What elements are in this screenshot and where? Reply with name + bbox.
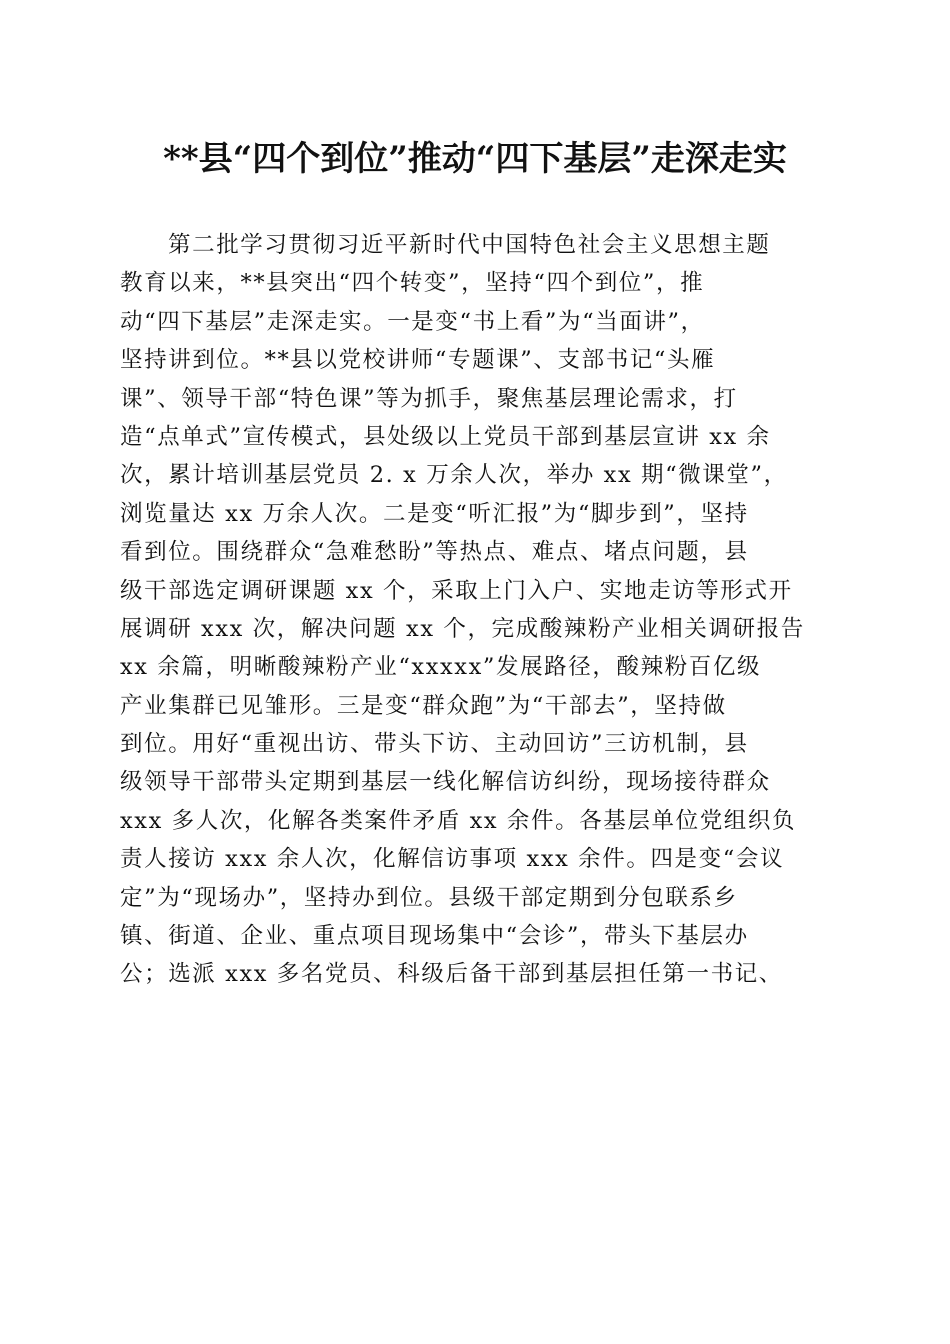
body-line: 责人接访 xxx 余人次，化解信访事项 xxx 余件。四是变“会议	[120, 846, 785, 873]
body-line: 教育以来，**县突出“四个转变”，坚持“四个到位”，推	[120, 270, 705, 297]
body-line: 镇、街道、企业、重点项目现场集中“会诊”，带头下基层办	[120, 923, 749, 950]
body-line: 级干部选定调研课题 xx 个，采取上门入户、实地走访等形式开	[120, 577, 793, 604]
body-line: 到位。用好“重视出访、带头下访、主动回访”三访机制，县	[120, 731, 749, 758]
body-line: 课”、领导干部“特色课”等为抓手，聚焦基层理论需求，打	[120, 385, 738, 412]
body-line: 产业集群已见雏形。三是变“群众跑”为“干部去”，坚持做	[120, 692, 727, 719]
body-line: 造“点单式”宣传模式，县处级以上党员干部到基层宣讲 xx 余	[120, 423, 771, 450]
body-line: 次，累计培训基层党员 2. x 万余人次，举办 xx 期“微课堂”，	[120, 462, 788, 489]
body-line: 展调研 xxx 次，解决问题 xx 个，完成酸辣粉产业相关调研报告	[120, 615, 805, 642]
body-line: 定”为“现场办”，坚持办到位。县级干部定期到分包联系乡	[120, 884, 738, 911]
body-line: 动“四下基层”走深走实。一是变“书上看”为“当面讲”，	[120, 308, 705, 335]
body-line: 第二批学习贯彻习近平新时代中国特色社会主义思想主题	[168, 232, 771, 258]
body-line: xx 余篇，明晰酸辣粉产业“xxxxx”发展路径，酸辣粉百亿级	[120, 654, 762, 681]
document-title: **县“四个到位”推动“四下基层”走深走实	[163, 139, 787, 179]
body-line: 看到位。围绕群众“急难愁盼”等热点、难点、堵点问题，县	[120, 539, 749, 566]
body-line: xxx 多人次，化解各类案件矛盾 xx 余件。各基层单位党组织负	[120, 807, 797, 834]
document-body	[120, 226, 832, 994]
body-line: 级领导干部带头定期到基层一线化解信访纠纷，现场接待群众	[120, 769, 771, 796]
body-line: 坚持讲到位。**县以党校讲师“专题课”、支部书记“头雁	[120, 347, 716, 374]
body-line: 浏览量达 xx 万余人次。二是变“听汇报”为“脚步到”，坚持	[120, 500, 749, 527]
body-line: 公；选派 xxx 多名党员、科级后备干部到基层担任第一书记、	[120, 961, 783, 988]
